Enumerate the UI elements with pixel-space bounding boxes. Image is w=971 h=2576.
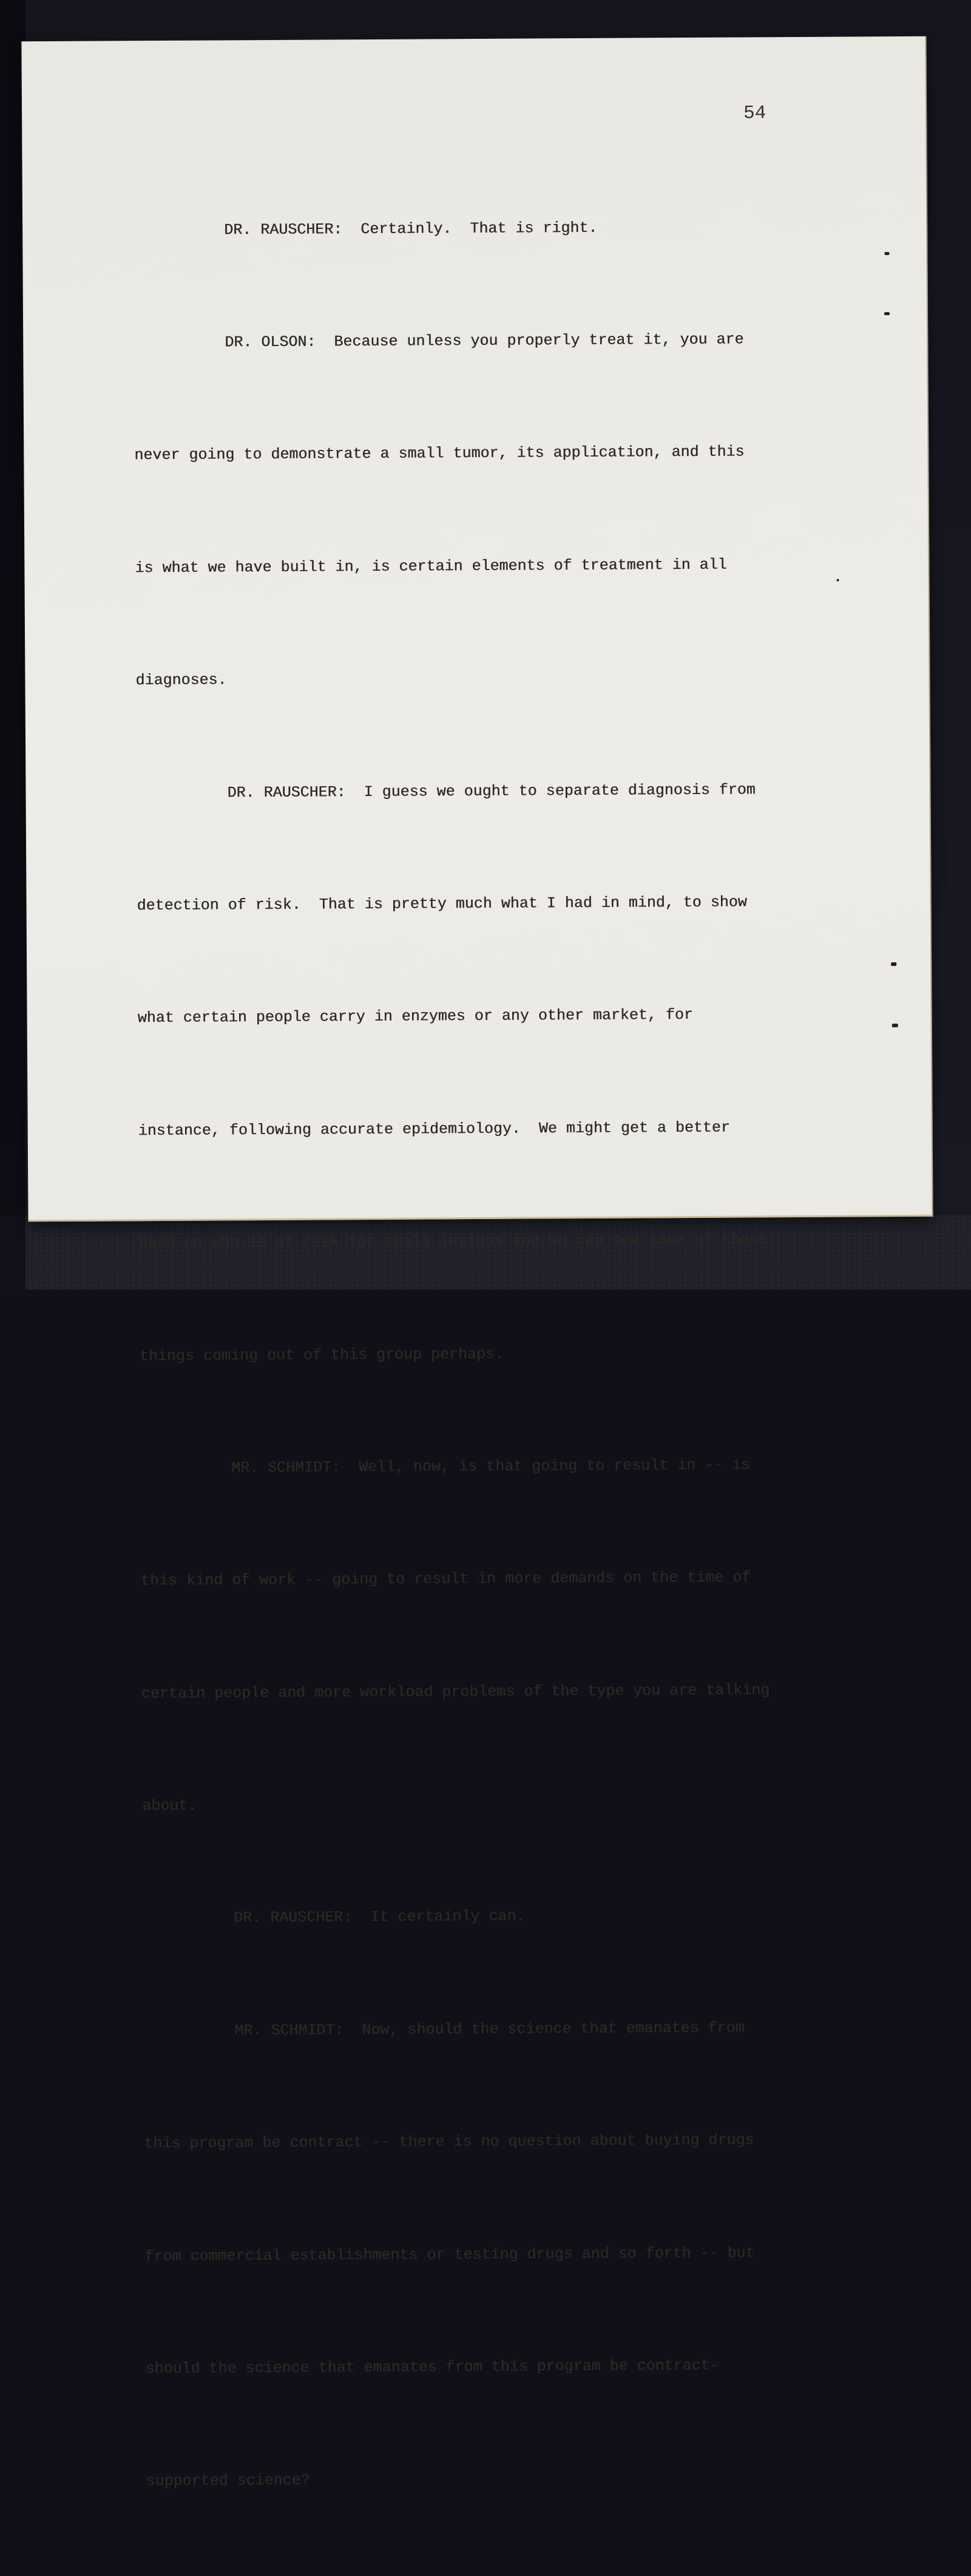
transcript-line: DR. RAUSCHER: It certainly can. — [143, 1908, 526, 1928]
transcript-line: DR. RAUSCHER: Certainly. That is right. — [133, 219, 598, 239]
transcript-line: hand on who is at risk for small lesions and we can see some of those — [138, 1231, 768, 1252]
transcript-line: from commercial establishments or testing drugs and so forth -- but — [144, 2244, 755, 2265]
transcript-line: certain people and more workload problems of the type you are talking — [141, 1681, 770, 1702]
transcript-line: this program be contract -- there is no question about buying drugs — [144, 2131, 754, 2153]
mat-board-left-edge — [0, 0, 25, 1290]
ink-speck — [884, 312, 890, 315]
ink-speck — [884, 252, 889, 255]
transcript-line: about. — [142, 1796, 197, 1815]
ink-speck — [892, 1024, 898, 1027]
transcript-line: MR. SCHMIDT: Now, should the science that emanates from — [143, 2019, 745, 2041]
transcript-line: never going to demonstrate a small tumor, its application, and this — [134, 443, 745, 464]
ink-speck — [837, 579, 839, 582]
transcript-line: this kind of work -- going to result in more demands on the time of — [140, 1568, 751, 1590]
transcript-line: diagnoses. — [135, 671, 227, 690]
transcript-line: DR. RAUSCHER: I guess we ought to separate diagnosis from — [136, 780, 756, 802]
transcript-line: instance, following accurate epidemiology. We might get a better — [138, 1118, 730, 1140]
transcript-line: what certain people carry in enzymes or any other market, for — [137, 1006, 693, 1027]
transcript-line: DR. OLSON: Because unless you properly treat it, you are — [134, 330, 744, 352]
transcript-line: detection of risk. That is pretty much what I had in mind, to show — [137, 893, 747, 915]
transcript-line: is what we have built in, is certain elements of treatment in all — [135, 556, 727, 577]
transcript-line: should the science that emanates from this program be contract- — [145, 2356, 719, 2378]
transcript-line: MR. SCHMIDT: Well, now, is that going to result in -- is — [140, 1456, 751, 1478]
transcript-text — [132, 133, 774, 2575]
document-page — [21, 36, 933, 2490]
page-number: 54 — [743, 103, 766, 124]
transcript-line: things coming out of this group perhaps. — [139, 1345, 504, 1365]
transcript-line: supported science? — [146, 2472, 310, 2490]
ink-speck — [891, 962, 896, 966]
